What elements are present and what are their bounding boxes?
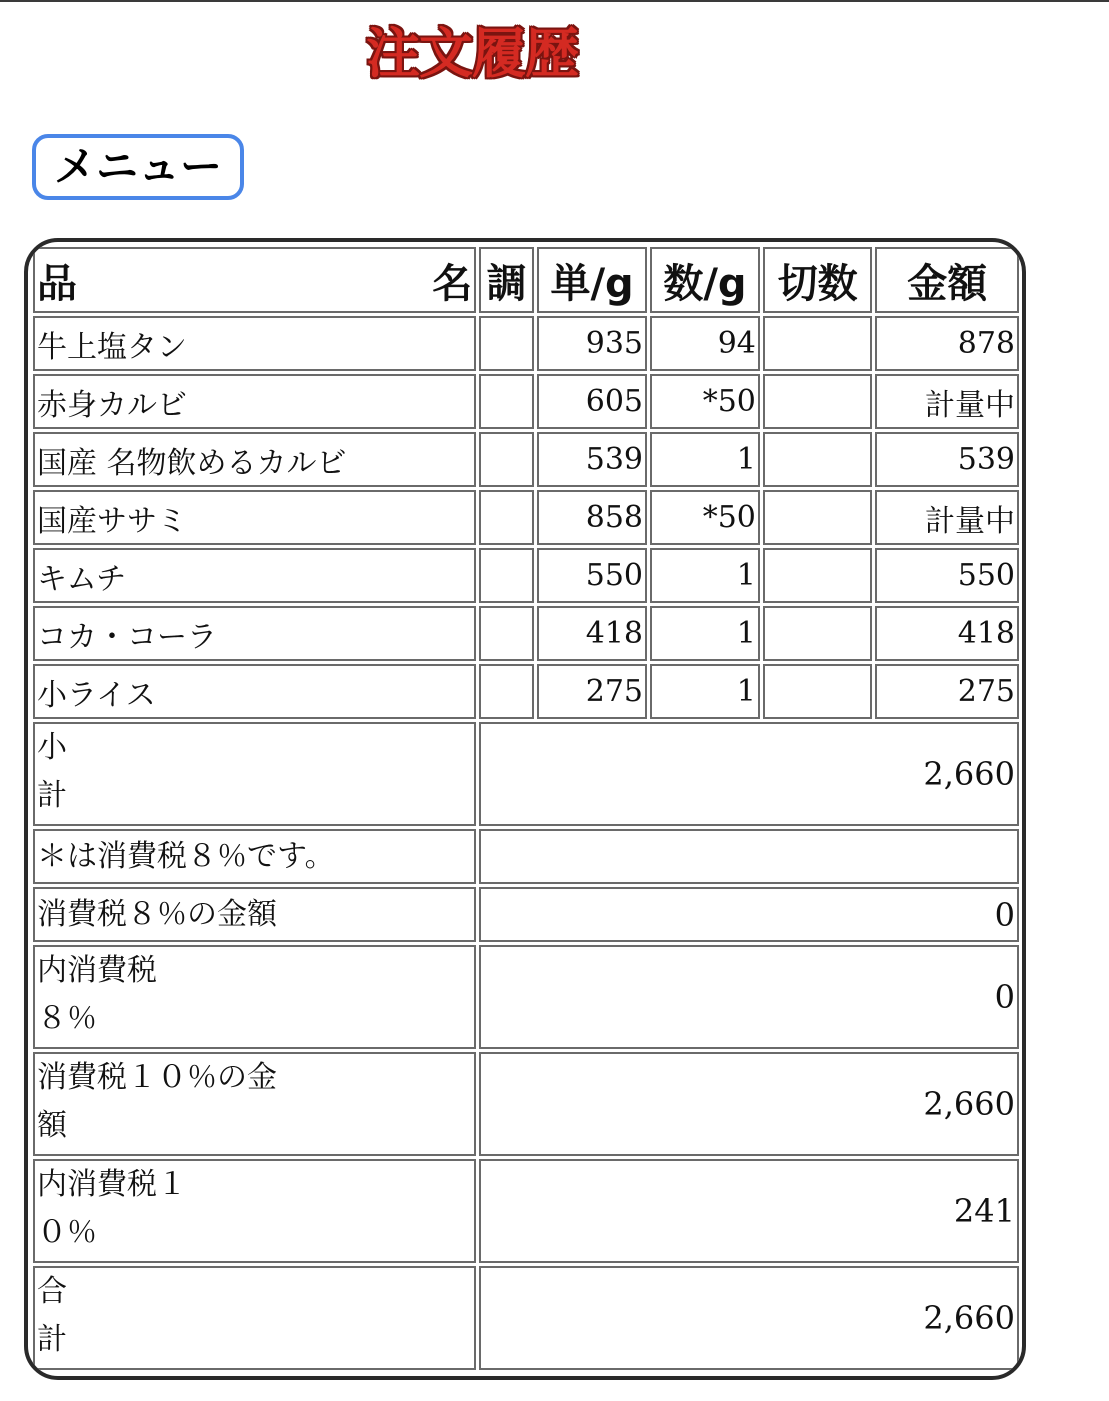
item-unit-price: 539 <box>537 432 647 487</box>
summary-label <box>33 829 476 884</box>
page-title: 注文履歴 <box>366 22 578 85</box>
item-amount: 878 <box>875 316 1019 371</box>
item-quantity: 1 <box>650 432 760 487</box>
summary-label-line1: 内消費税 <box>37 953 157 988</box>
summary-label-line1: 消費税１０％の金 <box>37 1060 277 1095</box>
item-unit-price: 275 <box>537 664 647 719</box>
item-amount: 539 <box>875 432 1019 487</box>
summary-value: 241 <box>479 1159 1019 1263</box>
item-quantity: *50 <box>650 490 760 545</box>
item-quantity: 1 <box>650 664 760 719</box>
item-row <box>33 432 1019 487</box>
summary-label <box>33 1159 476 1263</box>
item-adjust <box>479 606 534 661</box>
item-name: 牛上塩タン <box>33 316 476 371</box>
item-cut-count <box>763 664 873 719</box>
summary-row <box>33 945 1019 1049</box>
top-divider <box>0 0 1109 2</box>
summary-label-line1: 合 <box>37 1274 67 1309</box>
summary-label-line2: 計 <box>37 1322 67 1357</box>
item-cut-count <box>763 490 873 545</box>
header-amount: 金額 <box>875 247 1019 313</box>
summary-label <box>33 1266 476 1370</box>
item-name: 国産 名物飲めるカルビ <box>33 432 476 487</box>
summary-row <box>33 1159 1019 1263</box>
menu-button[interactable]: メニュー <box>32 134 244 200</box>
summary-label-line2: ０％ <box>37 1215 97 1250</box>
item-quantity: 94 <box>650 316 760 371</box>
summary-label-line1: 小 <box>37 730 67 765</box>
summary-label <box>33 1052 476 1156</box>
item-unit-price: 858 <box>537 490 647 545</box>
header-item-name <box>33 247 476 313</box>
summary-value: 0 <box>479 887 1019 942</box>
item-cut-count <box>763 606 873 661</box>
summary-value: 2,660 <box>479 722 1019 826</box>
item-unit-price: 418 <box>537 606 647 661</box>
header-unit-price: 単/g <box>537 247 647 313</box>
summary-label-line2: 計 <box>37 778 67 813</box>
item-quantity: 1 <box>650 548 760 603</box>
summary-label-line2: ８％ <box>37 1001 97 1036</box>
header-quantity: 数/g <box>650 247 760 313</box>
item-adjust <box>479 664 534 719</box>
item-name: 小ライス <box>33 664 476 719</box>
summary-value <box>479 829 1019 884</box>
item-row <box>33 490 1019 545</box>
summary-row <box>33 829 1019 884</box>
item-name: キムチ <box>33 548 476 603</box>
summary-row <box>33 1052 1019 1156</box>
item-amount: 計量中 <box>875 374 1019 429</box>
item-row <box>33 548 1019 603</box>
summary-row <box>33 722 1019 826</box>
item-row <box>33 374 1019 429</box>
summary-label-line2: 額 <box>37 1108 67 1143</box>
summary-label-line1: 内消費税１ <box>37 1167 187 1202</box>
header-item-name-part2: 名 <box>432 260 473 307</box>
item-cut-count <box>763 432 873 487</box>
item-cut-count <box>763 548 873 603</box>
summary-row <box>33 1266 1019 1370</box>
item-adjust <box>479 432 534 487</box>
summary-label <box>33 945 476 1049</box>
summary-label <box>33 722 476 826</box>
item-amount: 418 <box>875 606 1019 661</box>
header-adjust: 調 <box>479 247 534 313</box>
summary-value: 2,660 <box>479 1052 1019 1156</box>
item-adjust <box>479 316 534 371</box>
summary-row <box>33 887 1019 942</box>
item-unit-price: 935 <box>537 316 647 371</box>
summary-label <box>33 887 476 942</box>
item-row <box>33 316 1019 371</box>
item-adjust <box>479 374 534 429</box>
table-header-row <box>33 247 1019 313</box>
item-adjust <box>479 548 534 603</box>
item-name: 国産ササミ <box>33 490 476 545</box>
header-cut-count: 切数 <box>763 247 873 313</box>
item-row <box>33 606 1019 661</box>
item-row <box>33 664 1019 719</box>
summary-label-line1: 消費税８％の金額 <box>37 896 277 932</box>
item-amount: 550 <box>875 548 1019 603</box>
item-cut-count <box>763 316 873 371</box>
item-name: 赤身カルビ <box>33 374 476 429</box>
item-adjust <box>479 490 534 545</box>
item-amount: 275 <box>875 664 1019 719</box>
order-history-table-frame <box>24 238 1026 1380</box>
item-name: コカ・コーラ <box>33 606 476 661</box>
header-item-name-part1: 品 <box>37 260 77 307</box>
item-unit-price: 550 <box>537 548 647 603</box>
item-quantity: 1 <box>650 606 760 661</box>
summary-value: 0 <box>479 945 1019 1049</box>
item-cut-count <box>763 374 873 429</box>
item-amount: 計量中 <box>875 490 1019 545</box>
order-history-table <box>30 244 1022 1373</box>
summary-value: 2,660 <box>479 1266 1019 1370</box>
summary-label-line1: ＊は消費税８％です。 <box>37 838 335 874</box>
item-quantity: *50 <box>650 374 760 429</box>
item-unit-price: 605 <box>537 374 647 429</box>
